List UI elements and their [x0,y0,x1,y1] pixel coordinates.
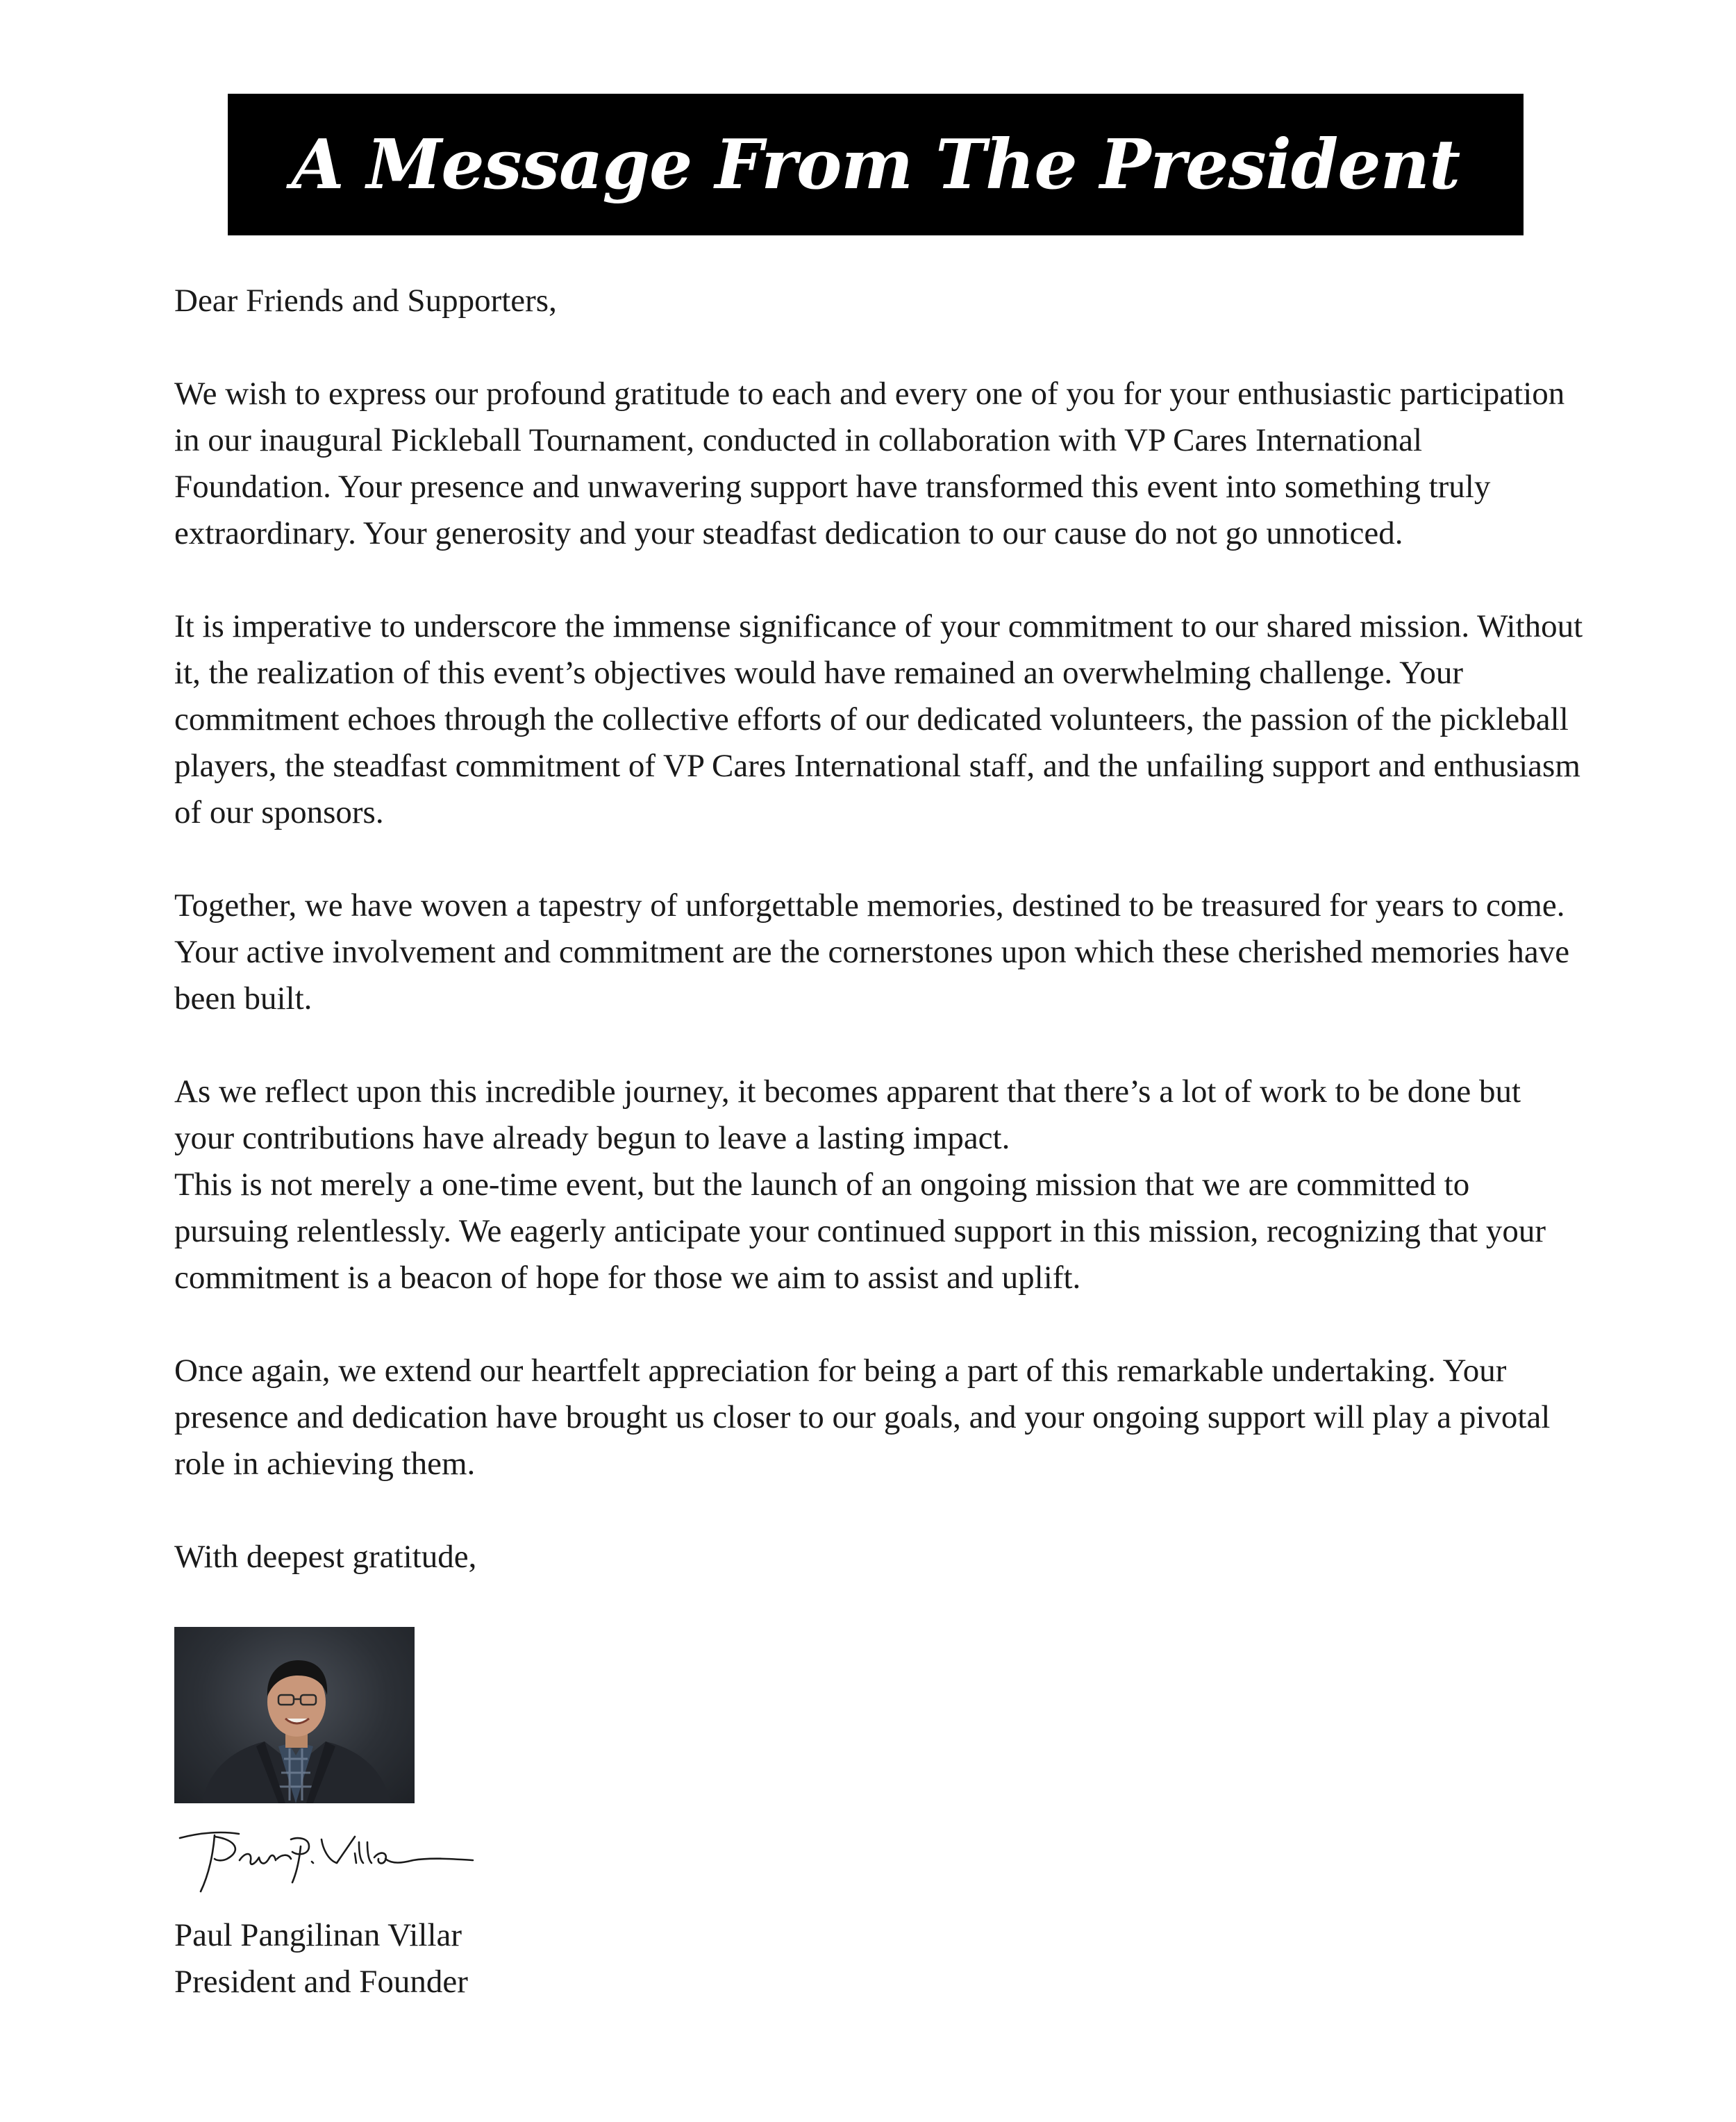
paragraph-6: Once again, we extend our heartfelt appreciation for being a part of this remarkable undertaking. Your presence and dedication have brought us closer to our goals, and your ongoing support will play a pivotal role in achieving them. [174,1353,1551,1482]
closing: With deepest gratitude, [174,1539,477,1575]
portrait-illustration [174,1627,415,1803]
paragraph-5: This is not merely a one-time event, but the launch of an ongoing mission that we are committed to pursuing relentlessly. We eagerly anticipate your continued support in this mission, recognizing that your commitment is a beacon of hope for those we aim to assist and uplift. [174,1167,1546,1296]
signer-title: President and Founder [174,1964,468,2000]
signer-block [174,1912,1584,2005]
signature-image [173,1819,478,1895]
paragraph-3: Together, we have woven a tapestry of unforgettable memories, destined to be treasured for years to come. Your active involvement and commitment are the cornerstones upon which these cherished memories have been built. [174,887,1570,1017]
paragraph-4: As we reflect upon this incredible journey, it becomes apparent that there’s a lot of work to be done but your contributions have already begun to leave a lasting impact. [174,1073,1521,1156]
paragraph-1: We wish to express our profound gratitude to each and every one of you for your enthusiastic participation in our inaugural Pickleball Tournament, conducted in collaboration with VP Cares International Foundation. Your presence and unwavering support have transformed this event into something truly extraordinary. Your generosity and your steadfast dedication to our cause do not go unnoticed. [174,376,1565,551]
president-photo [174,1627,415,1803]
title-banner [228,94,1524,235]
page-title: A Message From The President [291,124,1460,205]
paragraph-2: It is imperative to underscore the immense significance of your commitment to our shared mission. Without it, the realization of this event’s objectives would have remained an overwhelming challenge. Your commitment echoes through the collective efforts of our dedicated volunteers, the passion of the pickleball players, the steadfast commitment of VP Cares International staff, and the unfailing support and enthusiasm of our sponsors. [174,608,1583,830]
signer-name: Paul Pangilinan Villar [174,1917,462,1953]
letter-body [174,278,1584,2005]
greeting: Dear Friends and Supporters, [174,283,557,319]
